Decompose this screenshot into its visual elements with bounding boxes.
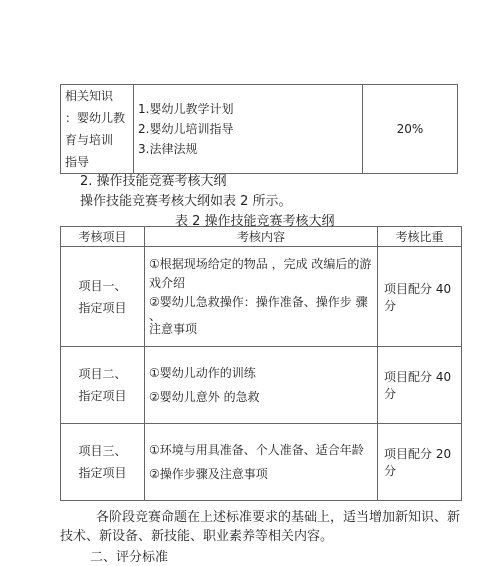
- table-header-row: [61, 227, 462, 247]
- knowledge-table: [60, 84, 458, 174]
- project-line: 指定项目: [78, 389, 127, 403]
- column-header: 考核内容: [145, 227, 378, 247]
- content-line: ②婴幼儿急救操作：操作准备、操作步 骤: [149, 294, 368, 309]
- knowledge-label-cell: [61, 85, 134, 174]
- paragraph-line: 技术、新设备、新技能、职业素养等相关内容。: [60, 529, 334, 544]
- project-line: 项目一、: [78, 278, 127, 293]
- table-row: [61, 247, 462, 347]
- section-intro: 操作技能竞赛考核大纲如表 2 所示。: [80, 194, 292, 209]
- project-line: 项目三、: [78, 444, 127, 458]
- weight-cell: 项目配分 40 分: [378, 347, 462, 424]
- content-line: 、: [149, 308, 162, 323]
- weight-cell: 项目配分 40 分: [378, 247, 462, 347]
- knowledge-weight-cell: 20%: [363, 85, 458, 174]
- project-line: 指定项目: [78, 466, 127, 480]
- section-heading: 2. 操作技能竞赛考核大纲: [80, 174, 227, 189]
- table-row: [61, 347, 462, 424]
- table-row: [61, 85, 458, 174]
- content-line: ②操作步骤及注意事项: [149, 467, 268, 481]
- table-caption: 表 2 操作技能竞赛考核大纲: [175, 214, 335, 229]
- content-cell: [145, 247, 378, 347]
- column-header: 考核比重: [378, 227, 462, 247]
- list-item: 1.婴幼儿教学计划: [138, 102, 234, 116]
- content-line: 注意事项: [149, 321, 198, 336]
- project-line: 指定项目: [78, 300, 127, 315]
- knowledge-items-cell: [134, 85, 363, 174]
- next-section-heading: 二、评分标准: [90, 550, 169, 565]
- content-line: ①根据现场给定的物品 ，完成 改编后的游: [149, 256, 372, 271]
- column-header: 考核项目: [61, 227, 145, 247]
- assessment-outline-table: [60, 226, 462, 501]
- content-cell: [145, 347, 378, 424]
- content-line: ②婴幼儿意外 的急救: [149, 390, 260, 404]
- table-row: [61, 424, 462, 501]
- project-cell: [61, 247, 145, 347]
- content-line: 戏介绍: [149, 275, 186, 290]
- paragraph-line: 各阶段竞赛命题在上述标准要求的基础上，适当增加新知识、新: [96, 510, 461, 525]
- project-line: 项目二、: [78, 367, 127, 381]
- content-line: ①环境与用具准备、个人准备、适合年龄: [149, 443, 364, 457]
- label-line: 指导: [65, 155, 90, 169]
- label-line: ：婴幼儿教: [65, 111, 126, 125]
- content-cell: [145, 424, 378, 501]
- project-cell: [61, 424, 145, 501]
- list-item: 2.婴幼儿培训指导: [138, 122, 234, 136]
- label-line: 育与培训: [65, 133, 114, 147]
- project-cell: [61, 347, 145, 424]
- content-line: ①婴幼儿动作的训练: [149, 366, 256, 380]
- label-line: 相关知识: [65, 89, 114, 103]
- list-item: 3.法律法规: [138, 142, 198, 156]
- weight-cell: 项目配分 20 分: [378, 424, 462, 501]
